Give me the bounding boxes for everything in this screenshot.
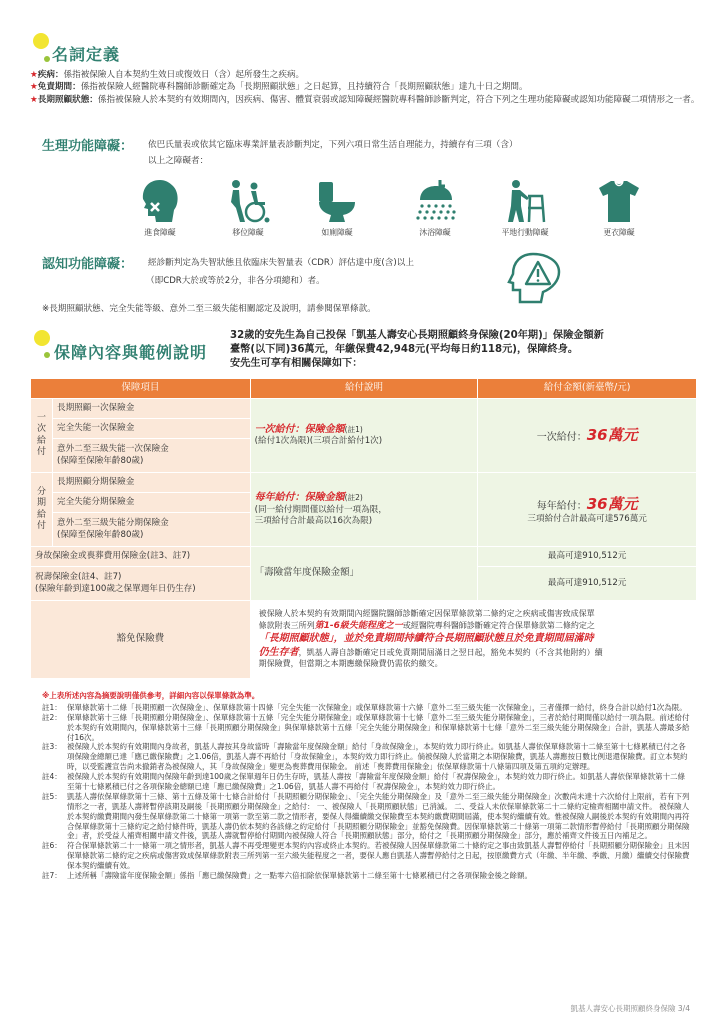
definition-item: ★疾病：係指被保險人自本契約生效日或復效日（含）起所發生之疾病。 <box>30 70 305 80</box>
note-item: 註3： 被保險人於本契約有效期間內身故者，凱基人壽按其身故當時「壽險當年度保險金額」給付「身故保險金」，本契約效力即行終止。如凱基人壽依保單條款第十二條至第十七條累積已付之各項保險金總額已達「應已繳保險費」之1.06倍，凱基人壽不再給付「身故保險金」，本契約效力即行終止。倘被保險人於當期之本期保險費，凱基人壽應按日數比例退還保險費。訂立本契約時，以受監護宣告尚未撤銷者為被保險人，其「身故保險金」變更為喪葬費用保險金。 前述「喪葬費用保險金」依保單條款第十八條第四項及第五項約定辦理。 <box>42 742 688 772</box>
term-amount-desc: 「壽險當年度保險金額」 <box>250 547 478 601</box>
toilet-icon <box>315 178 359 224</box>
icon-label: 進食障礙 <box>144 228 176 237</box>
lump-sum-amount: 一次給付：36萬元 <box>478 399 697 473</box>
definition-text: 係指被保險人自本契約生效日或復效日（含）起所發生之疾病。 <box>63 70 305 80</box>
table-cell: 長期照顧分期保險金 <box>52 473 250 493</box>
table-header-item: 保障項目 <box>31 379 251 399</box>
definition-text: 係指被保險人於本契約有效期間內，因疾病、傷害、體質衰弱或認知障礙經醫院專科醫師診斷判定，符合下列之生理功能障礙或認知功能障礙二項情形之一者。 <box>97 94 700 105</box>
benefits-table <box>30 378 697 679</box>
icon-item-dressing <box>584 178 654 239</box>
notes-section <box>42 691 692 881</box>
section-title-coverage: 保障內容與範例說明 <box>54 343 208 362</box>
group-label-lump: 一次給付 <box>31 399 53 473</box>
lump-sum-desc: 一次給付：保險金額(註1) (給付1次為限)(三項合計給付1次) <box>250 399 478 473</box>
physical-dysfunction-title: 生理功能障礙： <box>42 139 134 154</box>
table-cell: 意外二至三級失能分期保險金 (保障至保險年齡80歲) <box>52 513 250 547</box>
note-item: 註7： 上述所稱「壽險當年度保險金額」係指「應已繳保險費」之一點零六倍扣除依保單條款第十二條至第十七條累積已付之各項保險金後之餘額。 <box>42 871 532 881</box>
example-line: 臺幣(以下同)36萬元，年繳保費42,948元(平均每日約118元)，保障終身。 <box>230 344 579 356</box>
shirt-icon <box>597 178 641 224</box>
table-cell: 身故保險金或喪葬費用保險金(註3、註7) <box>31 547 251 567</box>
waiver-label: 豁免保險費 <box>31 601 251 679</box>
group-label-installment: 分期給付 <box>31 473 53 547</box>
birthday-amount: 最高可達910,512元 <box>478 567 697 601</box>
note-item: 註4： 被保險人於本契約有效期間內保險年齡到達100歲之保單週年日仍生存時，凱基人壽按「壽險當年度保險金額」給付「祝壽保險金」，本契約效力即行終止。如凱基人壽依保單條款第十二條至第十七條累積已付之各項保險金總額已達「應已繳保險費」之1.06倍，凱基人壽不再給付「祝壽保險金」，本契約效力即行終止。 <box>42 772 686 792</box>
decor-dot-yellow <box>34 330 50 346</box>
icon-label: 平地行動障礙 <box>501 228 549 237</box>
notes-header: ※上表所述內容為摘要說明僅供參考，詳細內容以保單條款為準。 <box>42 691 260 700</box>
icon-label: 移位障礙 <box>232 228 264 237</box>
note-item: 註6： 符合保單條款第二十一條第一項之情形者，凱基人壽不再受理變更本契約內容或終止本契約。若被保險人因保單條款第二十條約定之事由致凱基人壽暫停給付「長期照顧分期保險金」且未因保單條款第二條約定之疾病或傷害致成保單條款附表三所列第一至六級失能程度之一者，要保人應自凱基人壽暫停給付之日起，按原繳費方式（年繳、半年繳、季繳、月繳）繼續交付保險費保本契約繼續有效。 <box>42 841 690 871</box>
installment-desc: 每年給付：保險金額(註2) (同一給付期間僅以給付一項為限， 三項給付合計最高以16次為限) <box>250 473 478 547</box>
walker-icon <box>502 178 548 224</box>
icon-item-eating <box>125 178 195 239</box>
table-cell: 長期照顧一次保險金 <box>52 399 250 419</box>
funeral-amount: 最高可達910,512元 <box>478 547 697 567</box>
table-cell: 完全失能分期保險金 <box>52 493 250 513</box>
page-footer: 凱基人壽安心長期照顧終身保險 3/4 <box>570 1004 690 1013</box>
note-item: 註2： 保單條款第十三條「長期照顧分期保險金」、保單條款第十五條「完全失能分期保險金」或保單條款第十七條「意外二至三級失能分期保險金」，三者於給付期間僅以給付一項為限。前述給付於本契約有效期間內，保單條款第十三條「長期照顧分期保險金」與保單條款第十五條「完全失能分期保險金」和保單條款第十七條「意外二至三級失能分期保險金」合計，凱基人壽最多給付16次。 <box>42 712 690 742</box>
icon-item-transfer <box>213 178 283 239</box>
definition-item: ★長期照顧狀態：係指被保險人於本契約有效期間內，因疾病、傷害、體質衰弱或認知障礙經醫院專科醫師診斷判定，符合下列之生理功能障礙或認知功能障礙二項情形之一者。 <box>30 94 700 105</box>
table-header-desc: 給付說明 <box>250 379 478 399</box>
decor-dot-yellow <box>33 33 49 49</box>
icon-label: 如廁障礙 <box>321 228 353 237</box>
wheelchair-icon <box>225 178 271 224</box>
waiver-desc: 被保險人於本契約有效期間內經醫院醫師診斷確定因保單條款第二條約定之疾病或傷害致成保單 條款附表三所列第1-6級失能程度之一或經醫院專科醫師診斷確定符合保單條款第二條約定之 「長期照顧狀態」，並於免責期間持續符合長期照顧狀態且於免責期間屆滿時 仍生存者，凱基人壽自診斷確定日或免責期間屆滿日之翌日起，豁免本契約（不含其他附約）續 期保險費，但當期之本期應繳保險費仍需依約繳交。 <box>250 601 696 679</box>
table-cell: 完全失能一次保險金 <box>52 419 250 439</box>
definition-text: 係指被保險人經醫院專科醫師診斷確定為「長期照顧狀態」之日起算，且持續符合「長期照顧狀態」達九十日之期間。 <box>80 82 528 93</box>
decor-dot-green <box>44 56 50 62</box>
physical-dysfunction-desc2: 以上之障礙者： <box>148 156 209 166</box>
icon-item-toilet <box>302 178 372 239</box>
definition-term: 疾病： <box>37 70 64 80</box>
reference-note: ※長期照顧狀態、完全失能等級、意外二至三級失能相關認定及說明，請參閱保單條款。 <box>42 304 376 314</box>
table-cell: 意外二至三級失能一次保險金 (保障至保險年齡80歲) <box>52 439 250 473</box>
icon-item-bathing <box>400 178 470 239</box>
example-line: 安先生可享有相關保障如下： <box>230 358 363 370</box>
cognitive-dysfunction-desc2: （即CDR大於或等於2分，非各分項總和）者。 <box>146 276 325 286</box>
definition-term: 長期照顧狀態： <box>37 94 98 105</box>
example-line: 32歲的安先生為自己投保「凱基人壽安心長期照顧終身保險(20年期)」保險金額新 <box>230 330 604 341</box>
cognitive-dysfunction-desc: 經診斷判定為失智狀態且依臨床失智量表（CDR）評估達中度(含)以上 <box>148 258 414 268</box>
head-warning-icon <box>505 248 563 306</box>
shower-icon <box>412 178 458 224</box>
cognitive-dysfunction-title: 認知功能障礙： <box>42 257 134 272</box>
example-text <box>230 329 604 371</box>
eating-icon <box>138 178 182 224</box>
table-header-amount: 給付金額(新臺幣/元) <box>478 379 697 399</box>
definition-term: 免責期間： <box>37 82 81 93</box>
note-item: 註5： 凱基人壽依保單條款第十三條、第十五條及第十七條合計給付「長期照顧分期保險金」、「完全失能分期保險金」及「意外二至三級失能分期保險金」次數尚未達十六次給付上限前，若有下列情形之一者，凱基人壽將暫停該期及嗣後「長期照顧分期保險金」之給付： 一、被保險人「長期照顧狀態」已消滅。 二、受益人未依保單條款第二十二條約定檢齊相關申請文件。 被保險人於本契約繳費期間內發生保單條款第二十條第一項第一款至第二款之情形者，要保人得繼續繳交保險費至本契約繳費期間屆滿，使本契約繼續有效。惟被保險人嗣後於本契約有效期間內再符合保單條款第十三條約定之給付條件時，凱基人壽仍依本契約各該條之約定給付「長期照顧分期保險金」並豁免保險費。因保單條款第二十條第一項第二款情形暫停給付「長期照顧分期保險金」者，於受益人補齊相關申請文件後，凱基人壽就暫停給付期間內被保險人符合「長期照顧狀態」部分，給付之「長期照顧分期保險金」部分，應於補齊文件後五日內補足之。 <box>42 791 690 841</box>
installment-amount: 每年給付：36萬元 三項給付合計最高可達576萬元 <box>478 473 697 547</box>
definitions-list <box>30 69 700 106</box>
icon-label: 更衣障礙 <box>603 228 635 237</box>
definition-item: ★免責期間：係指被保險人經醫院專科醫師診斷確定為「長期照顧狀態」之日起算，且持續符合「長期照顧狀態」達九十日之期間。 <box>30 82 528 93</box>
icon-item-walking <box>490 178 560 239</box>
decor-dot-green <box>44 352 50 358</box>
physical-dysfunction-desc: 依巴氏量表或依其它臨床專業評量表診斷判定，下列六項日常生活自理能力，持續存有三項（含） <box>148 140 518 150</box>
icon-label: 沐浴障礙 <box>419 228 451 237</box>
table-cell: 祝壽保險金(註4、註7) (保險年齡到達100歲之保單週年日仍生存) <box>31 567 251 601</box>
section-title-definitions: 名詞定義 <box>52 45 121 64</box>
note-item: 註1： 保單條款第十二條「長期照顧一次保險金」、保單條款第十四條「完全失能一次保險金」或保單條款第十六條「意外二至三級失能一次保險金」，三者僅擇一給付，終身合計以給付1次為限。 <box>42 702 687 712</box>
